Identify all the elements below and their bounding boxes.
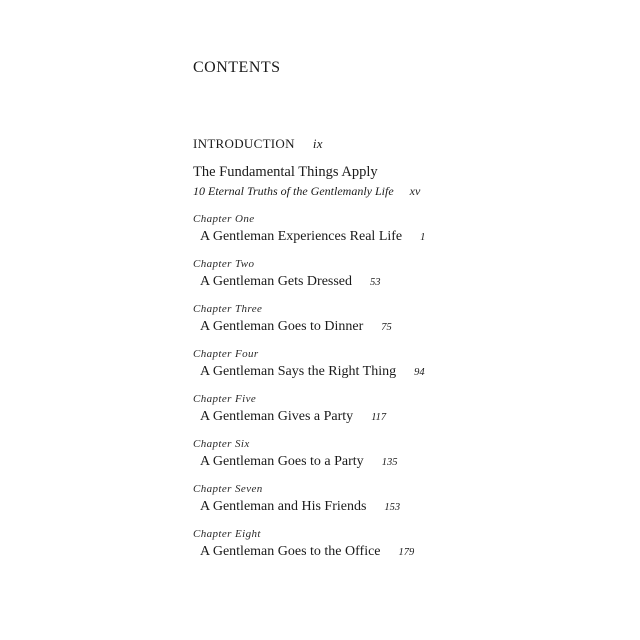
chapter-label: Chapter Eight (193, 528, 261, 540)
chapter-label: Chapter Six (193, 438, 250, 450)
fundamental-page-number: xv (409, 184, 421, 198)
chapter-label: Chapter Three (193, 303, 263, 315)
chapter-entry (193, 212, 425, 247)
fundamental-subtitle: 10 Eternal Truths of the Gentlemanly Life (193, 184, 394, 198)
chapter-title-line (200, 318, 392, 337)
chapter-title: A Gentleman Goes to Dinner (200, 319, 364, 334)
chapter-title: A Gentleman Experiences Real Life (200, 229, 403, 244)
chapter-title: A Gentleman Says the Right Thing (200, 364, 397, 379)
chapter-title: A Gentleman and His Friends (200, 499, 367, 514)
chapter-title: A Gentleman Goes to the Office (200, 544, 381, 559)
chapter-title: A Gentleman Gets Dressed (200, 274, 353, 289)
chapter-page-number: 75 (381, 322, 392, 333)
chapter-title-line (200, 453, 397, 472)
chapter-entry (193, 437, 397, 472)
chapter-label: Chapter Four (193, 348, 259, 360)
chapter-label: Chapter Seven (193, 483, 263, 495)
chapter-label: Chapter One (193, 213, 255, 225)
chapter-entry (193, 482, 400, 517)
chapter-page-number: 1 (420, 232, 426, 243)
fundamental-subtitle-line (193, 183, 420, 199)
chapter-title-line (200, 498, 400, 517)
chapter-page-number: 153 (384, 502, 401, 513)
chapter-entry (193, 257, 381, 292)
chapter-title-line (200, 363, 425, 382)
chapter-page-number: 94 (414, 367, 425, 378)
introduction-label: INTRODUCTION (193, 136, 295, 151)
chapter-title: A Gentleman Gives a Party (200, 409, 354, 424)
fundamental-entry (193, 163, 420, 199)
chapter-title: A Gentleman Goes to a Party (200, 454, 364, 469)
chapter-entry (193, 302, 392, 337)
chapter-label: Chapter Two (193, 258, 255, 270)
chapter-page-number: 179 (398, 547, 415, 558)
chapter-page-number: 135 (381, 457, 398, 468)
contents-heading: CONTENTS (193, 59, 281, 76)
chapter-title-line (200, 273, 381, 292)
chapter-entry (193, 347, 425, 382)
chapter-page-number: 53 (370, 277, 381, 288)
chapter-title-line (200, 543, 414, 562)
introduction-entry (193, 136, 323, 152)
introduction-page-number: ix (312, 136, 323, 151)
fundamental-title: The Fundamental Things Apply (193, 164, 378, 180)
chapter-label: Chapter Five (193, 393, 257, 405)
chapter-entry (193, 527, 414, 562)
chapter-entry (193, 392, 386, 427)
chapter-title-line (200, 408, 386, 427)
chapter-title-line (200, 228, 425, 247)
chapter-page-number: 117 (371, 412, 387, 423)
